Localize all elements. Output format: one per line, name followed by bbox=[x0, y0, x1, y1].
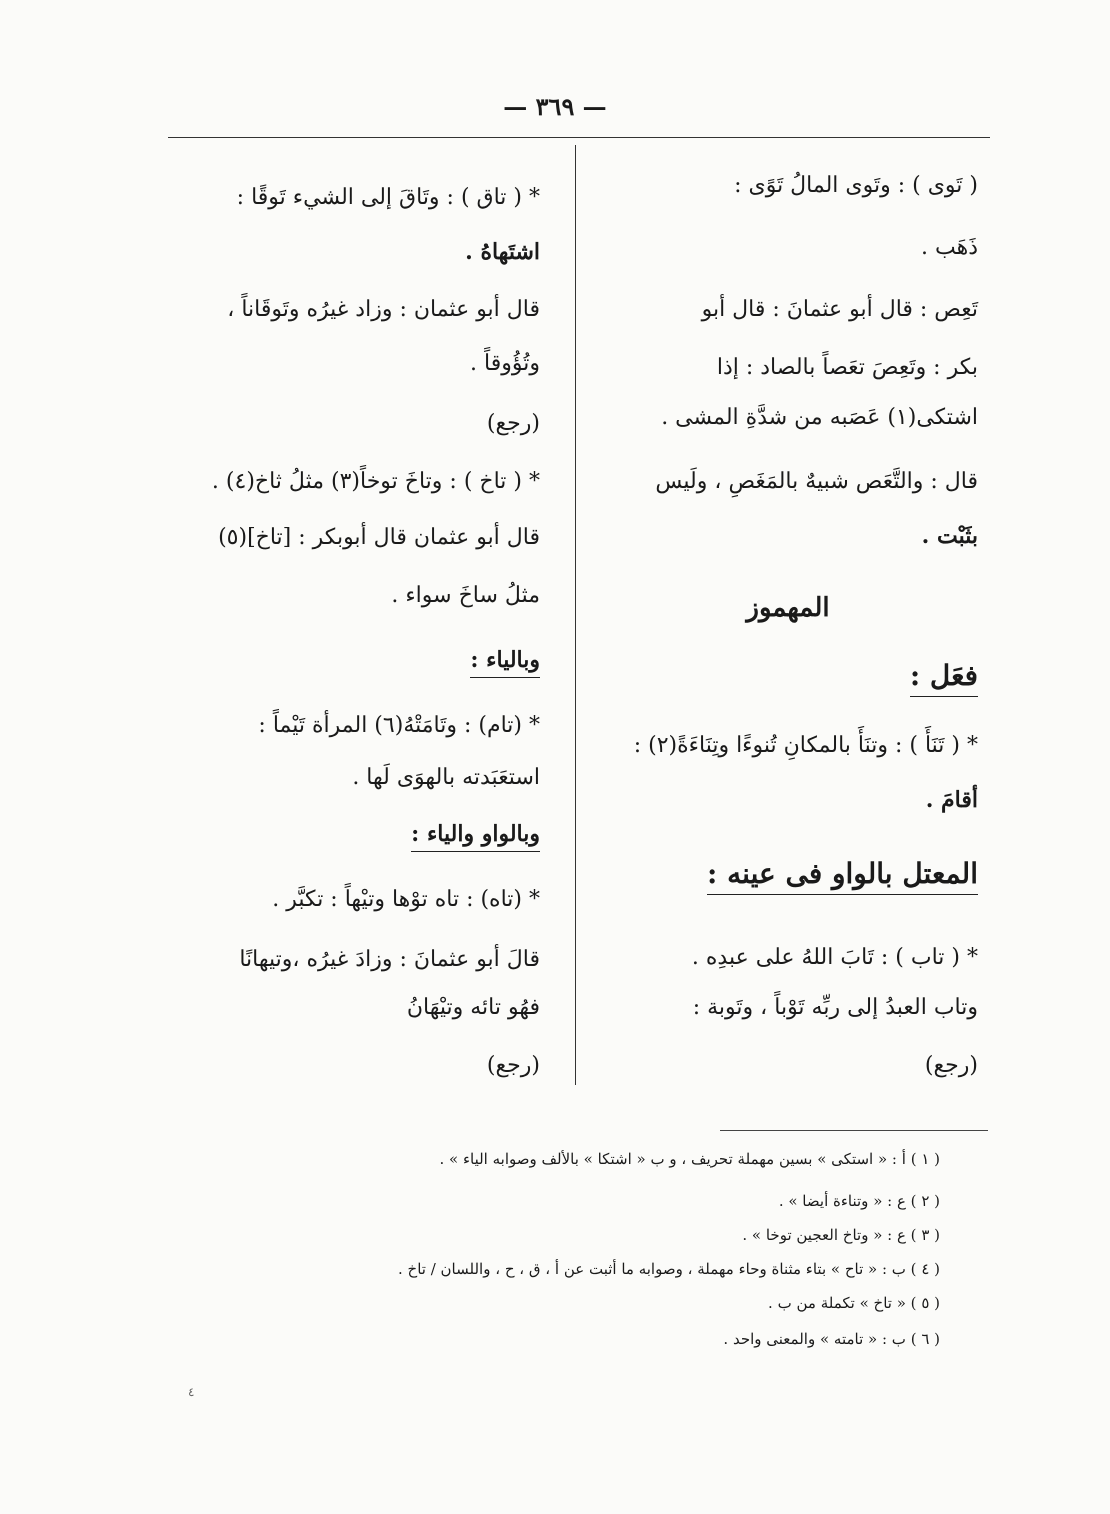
header-rule bbox=[168, 137, 990, 138]
section-heading-bilwaw-walya bbox=[411, 816, 540, 852]
page-number: — ٣٦٩ — bbox=[503, 92, 607, 121]
entry-tanaa: * ( تَنَأَ ) : وتنَأَ بالمكانِ تُنوءًا وتِنَاءَةً(٢) : bbox=[633, 733, 978, 758]
section-heading-bilya-text: وبالياء : bbox=[470, 647, 540, 678]
signature-mark: ٤ bbox=[188, 1385, 195, 1399]
footnote-1: ( ١ ) أ : « استكى » بسين مهملة تحريف ، و ب « اشتكا » بالألف وصوابه الياء » . bbox=[439, 1150, 940, 1168]
section-heading-mahmuz: المهموز bbox=[746, 593, 830, 623]
text-line: قال : والتَّعَص شبيهٌ بالمَغَصِ ، ولَيس bbox=[655, 469, 978, 494]
return-marker: (رجع) bbox=[486, 1053, 540, 1078]
entry-taba: * ( تاب ) : تَابَ اللهُ على عبدِه . bbox=[691, 945, 978, 970]
text-line: اشتَهاهُ . bbox=[465, 239, 540, 265]
section-heading-faal-text: فعَل : bbox=[910, 659, 978, 697]
text-line: قال أبو عثمان قال أبوبكر : [تاخ](٥) bbox=[218, 525, 540, 550]
text-line: فهُو تائه وتيْهَانُ bbox=[406, 995, 540, 1020]
section-heading-faal bbox=[910, 658, 978, 694]
footnote-rule bbox=[720, 1130, 988, 1131]
text-line: ذَهَب . bbox=[921, 235, 978, 260]
text-line: مثلُ ساخَ سواء . bbox=[391, 583, 540, 608]
text-line: قال أبو عثمان : وزاد غيرُه وتَوقَاناً ، bbox=[227, 297, 540, 322]
text-line: وتاب العبدُ إلى ربِّه تَوْباً ، وتَوبة : bbox=[692, 995, 978, 1020]
footnote-4: ( ٤ ) ب : « تاح » بتاء مثناة وحاء مهملة ، وصوابه ما أثبت عن أ ، ق ، ح ، واللسان / تاخ . bbox=[397, 1260, 940, 1278]
text-line: استعَبَدته بالهوَى لَها . bbox=[352, 765, 540, 790]
column-divider bbox=[575, 145, 576, 1085]
footnote-2: ( ٢ ) ع : « وتناءة أيضا » . bbox=[778, 1192, 940, 1210]
entry-taq: * ( تاق ) : وتَاقَ إلى الشيء تَوقًا : bbox=[236, 185, 540, 210]
return-marker: (رجع) bbox=[486, 411, 540, 436]
section-heading-bilwaw-walya-text: وبالواو والياء : bbox=[411, 821, 540, 852]
text-line: أقامَ . bbox=[925, 787, 978, 813]
text-line: بكر : وتَعِصَ تعَصاً بالصاد : إذا bbox=[716, 355, 978, 380]
entry-tawa: ( تَوى ) : وتَوى المالُ تَوًى : bbox=[734, 173, 978, 198]
section-heading-bilya bbox=[470, 642, 540, 678]
entry-taes: تَعِص : قال أبو عثمانَ : قال أبو bbox=[701, 297, 978, 322]
entry-tam: * (تام) : وتَامَتْهُ(٦) المرأة تَيْماً : bbox=[258, 713, 540, 738]
section-heading-mutal bbox=[707, 856, 978, 892]
text-line: اشتكى(١) عَصَبه من شدَّةِ المشى . bbox=[661, 405, 978, 430]
text-line: قالَ أبو عثمانَ : وزادَ غيرُه ،وتيهانًا bbox=[239, 947, 540, 972]
footnote-5: ( ٥ ) « تاخ » تكملة من ب . bbox=[768, 1294, 940, 1312]
entry-takh: * ( تاخ ) : وتاخَ توخاً(٣) مثلُ ثاخ(٤) . bbox=[211, 469, 540, 494]
return-marker: (رجع) bbox=[924, 1053, 978, 1078]
footnote-3: ( ٣ ) ع : « وتاخ العجين توخا » . bbox=[742, 1226, 940, 1244]
footnote-6: ( ٦ ) ب : « تامته » والمعنى واحد . bbox=[723, 1330, 940, 1348]
entry-tah: * (تاه) : تاه توْها وتيْهاً : تكبَّر . bbox=[272, 887, 540, 912]
text-line: بثَبْت . bbox=[921, 523, 978, 549]
text-line: وتُؤُوقاً . bbox=[470, 351, 540, 376]
section-heading-mutal-text: المعتل بالواو فى عينه : bbox=[707, 857, 978, 895]
